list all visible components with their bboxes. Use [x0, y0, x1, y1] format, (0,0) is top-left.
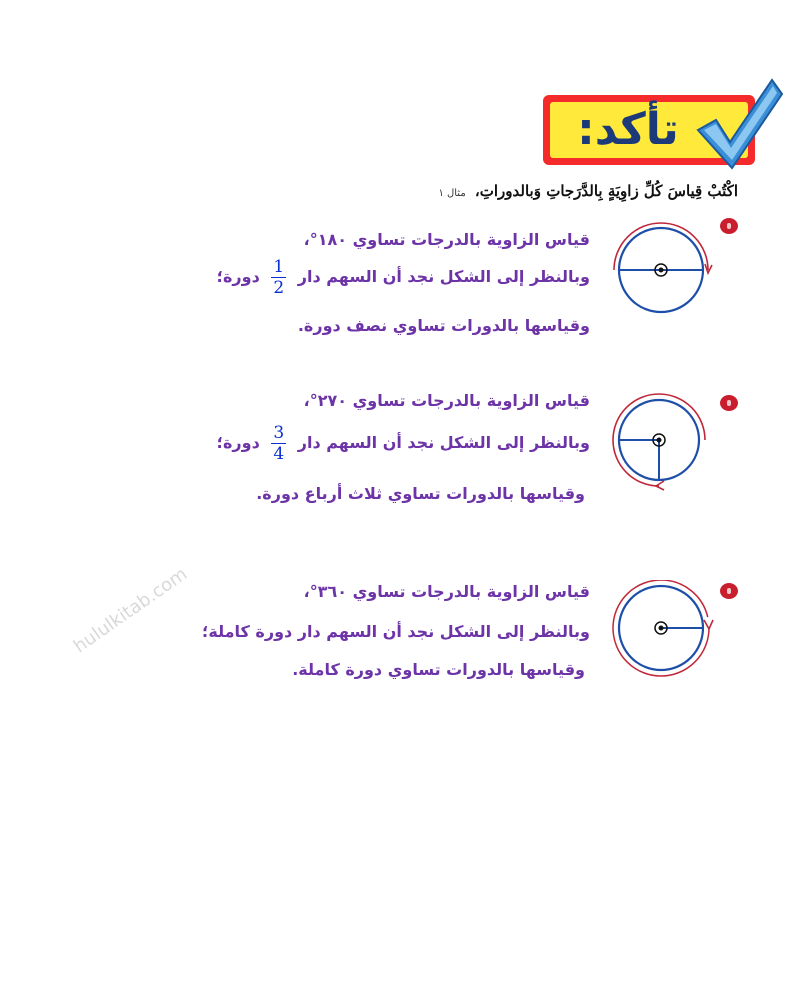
ex1-result-line: وقياسها بالدورات تساوي نصف دورة. — [297, 316, 590, 335]
ex3-turn-line: وبالنظر إلى الشكل نجد أن السهم دار دورة كاملة؛ — [201, 622, 590, 641]
ex3-degrees-line: قياس الزاوية بالدرجات تساوي ٣٦٠°، — [303, 582, 590, 601]
angle-diagram-360 — [604, 580, 724, 685]
example-reference: مثال ١ — [438, 188, 466, 199]
ex2-fraction-denominator: 4 — [273, 444, 285, 464]
ex2-result-line: وقياسها بالدورات تساوي ثلاث أرباع دورة. — [256, 484, 585, 503]
ex2-fraction-numerator: 3 — [273, 423, 285, 443]
ex1-turn-text: وبالنظر إلى الشكل نجد أن السهم دار — [297, 267, 590, 286]
angle-diagram-180 — [604, 218, 724, 318]
angle-diagram-270 — [604, 390, 724, 495]
ex1-fraction-numerator: 1 — [273, 257, 285, 277]
ex1-degrees-line: قياس الزاوية بالدرجات تساوي ١٨٠°، — [303, 230, 590, 249]
ex2-degrees-line: قياس الزاوية بالدرجات تساوي ٢٧٠°، — [303, 391, 590, 410]
ex1-turn-line — [217, 257, 590, 298]
ex2-turn-unit: دورة؛ — [216, 433, 260, 452]
ex2-turn-text: وبالنظر إلى الشكل نجد أن السهم دار — [297, 433, 590, 452]
ex1-fraction — [271, 257, 286, 298]
ex1-fraction-denominator: 2 — [273, 278, 285, 298]
watermark: hululkitab.com — [70, 563, 192, 658]
check-icon — [690, 72, 785, 172]
instruction-line — [438, 182, 738, 200]
ex3-result-line: وقياسها بالدورات تساوي دورة كاملة. — [292, 660, 585, 679]
ex2-fraction — [271, 423, 286, 464]
ex1-turn-unit: دورة؛ — [216, 267, 260, 286]
badge-title: تأكد: — [577, 104, 679, 155]
instruction-text: اكْتُبْ قِياسَ كُلِّ زاوِيَةٍ بِالدَّرَجاتِ وَبالدوراتِ، — [474, 182, 738, 200]
ex2-turn-line — [217, 423, 590, 464]
